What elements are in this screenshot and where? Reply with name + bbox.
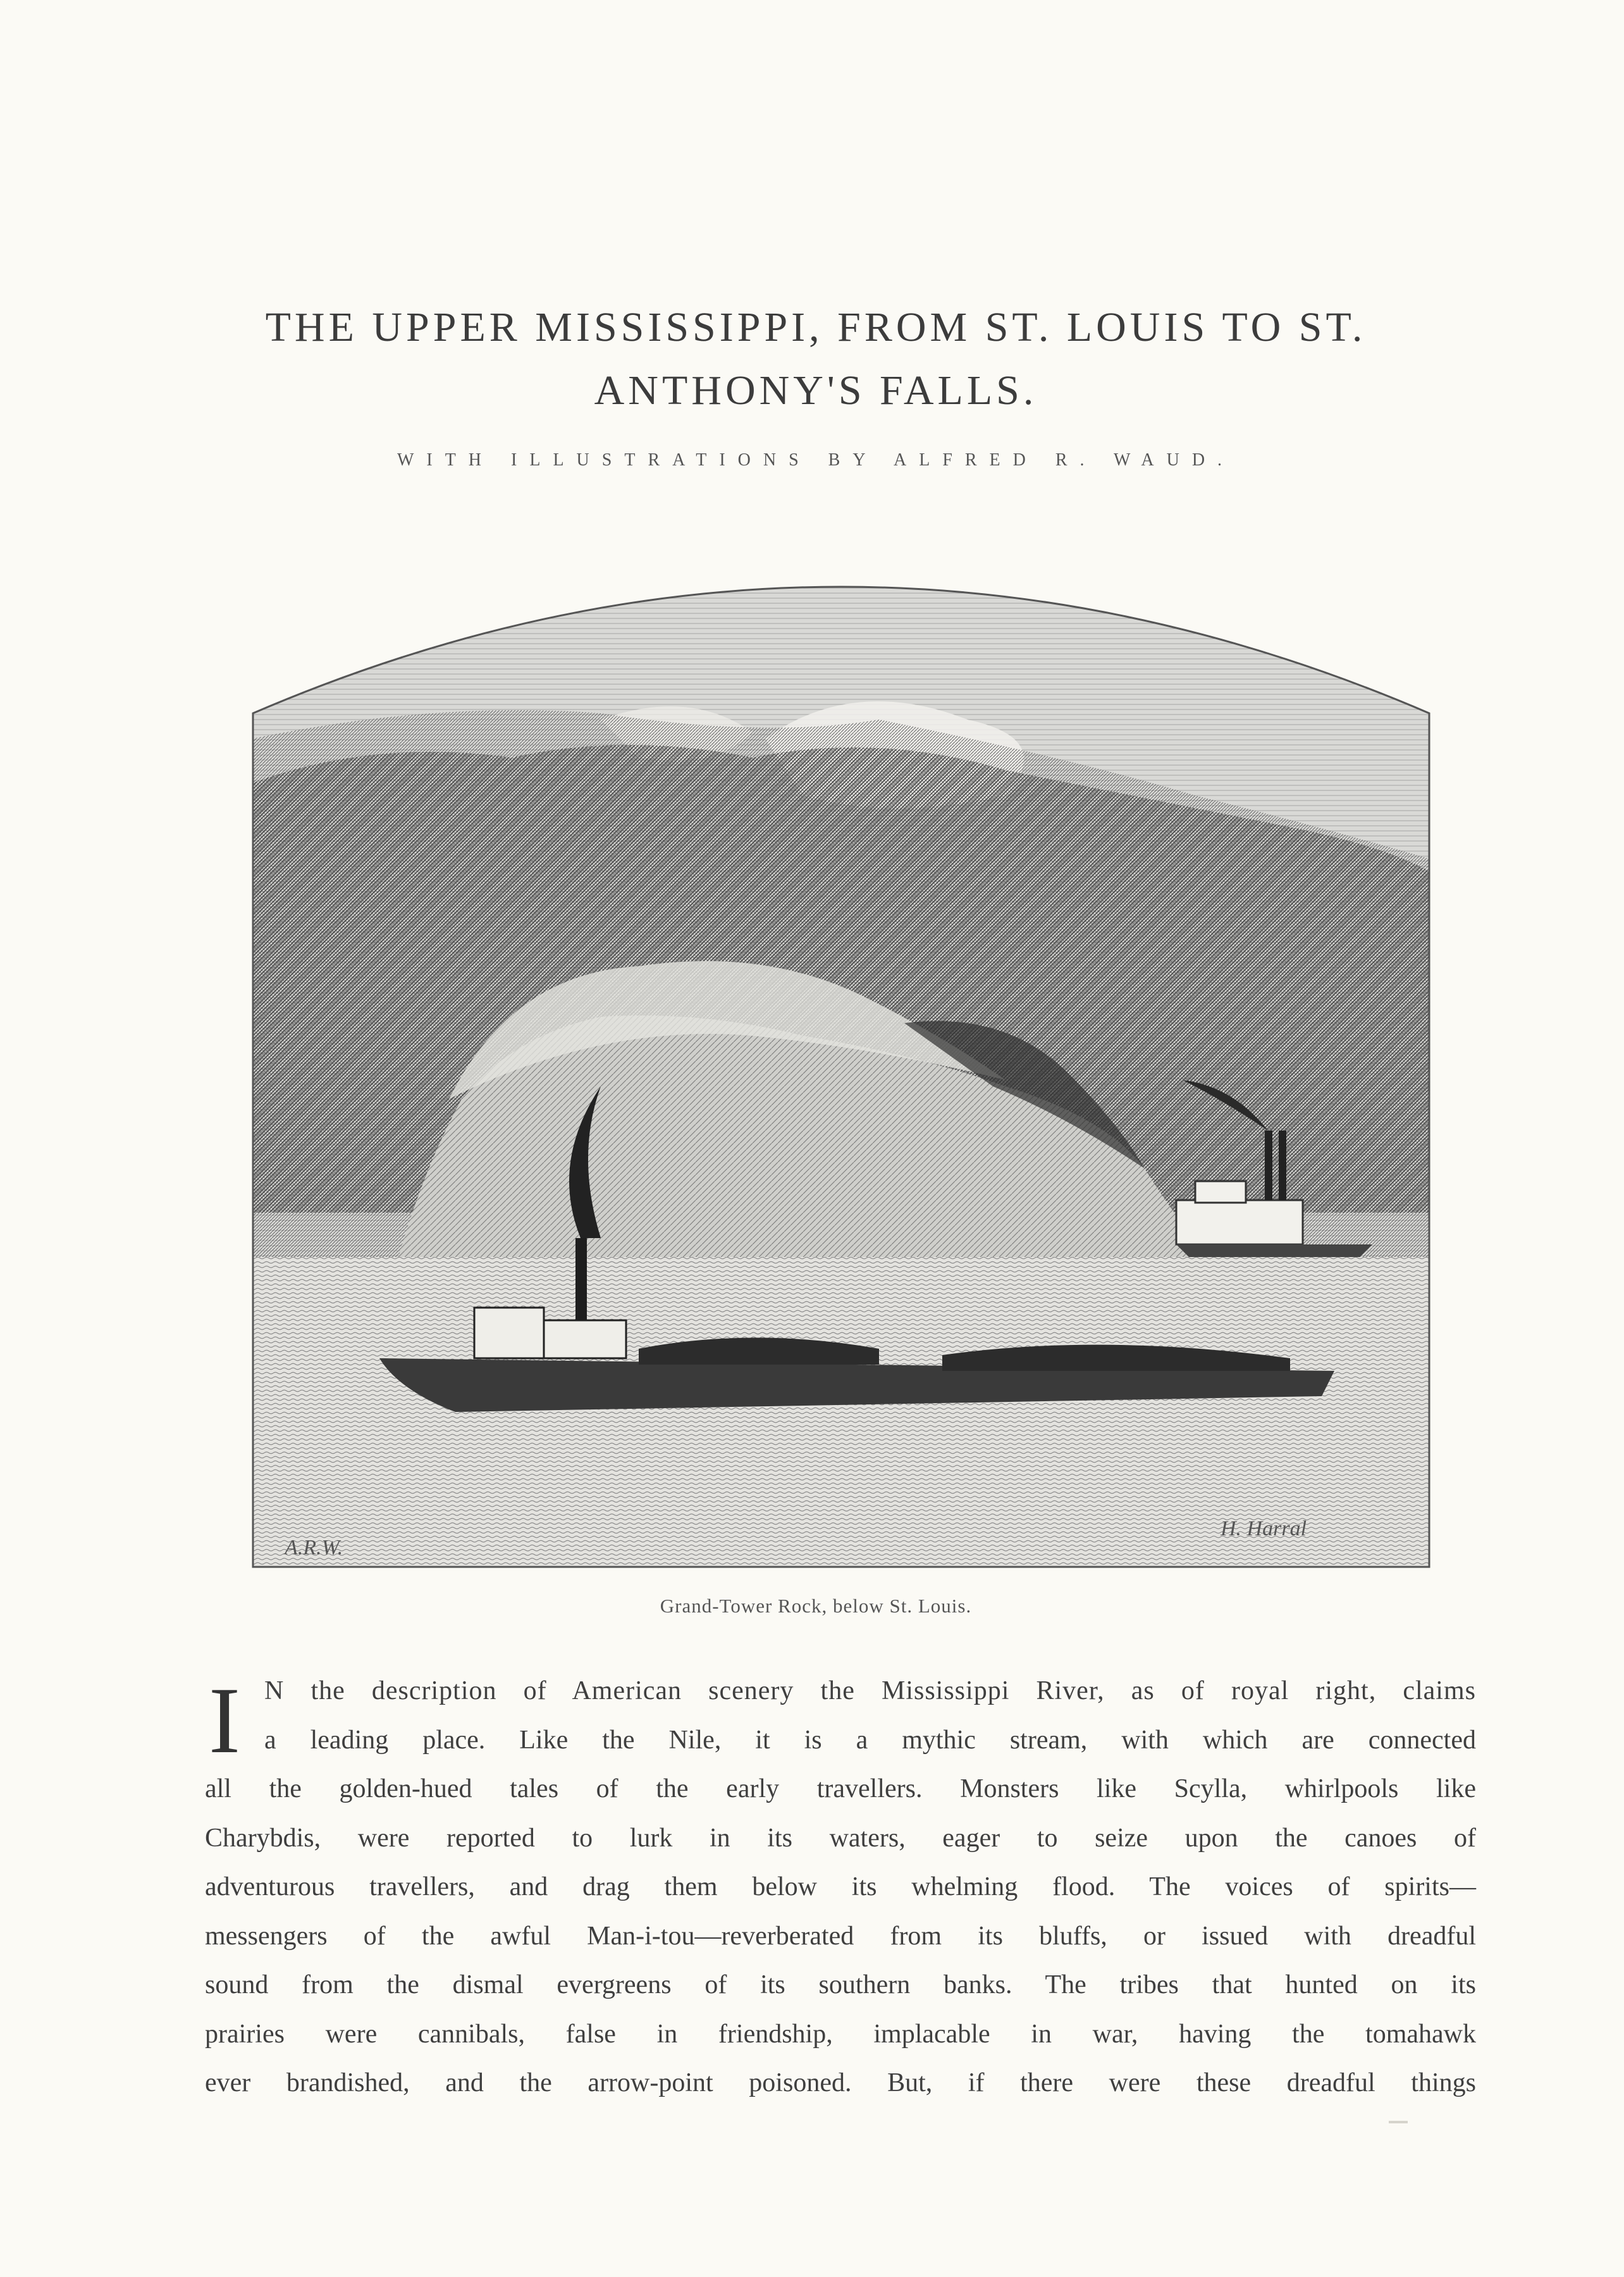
- title-line-2: ANTHONY'S FALLS.: [594, 367, 1038, 414]
- paragraph-line: messengers of the awful Man-i-tou—reverberated from its bluffs, or issued with dreadful: [205, 1921, 1476, 1951]
- paragraph-line: prairies were cannibals, false in friendship, implacable in war, having the tomahawk: [205, 2019, 1476, 2049]
- title-line-1: THE UPPER MISSISSIPPI, FROM ST. LOUIS TO ST.: [265, 304, 1367, 350]
- catchword-mark: [1389, 2121, 1408, 2123]
- drop-cap: I: [209, 1668, 240, 1773]
- illustrator-credit: WITH ILLUSTRATIONS BY ALFRED R. WAUD.: [397, 450, 1235, 470]
- engraver-signature-left: A.R.W.: [285, 1536, 343, 1559]
- engraving-grand-tower-rock: [247, 530, 1436, 1573]
- paragraph-line: N the description of American scenery the Mississippi River, as of royal right, claims: [264, 1676, 1476, 1705]
- illustration-caption: Grand-Tower Rock, below St. Louis.: [660, 1595, 972, 1617]
- paragraph-line: all the golden-hued tales of the early travellers. Monsters like Scylla, whirlpools like: [205, 1774, 1476, 1803]
- paragraph-line: Charybdis, were reported to lurk in its waters, eager to seize upon the canoes of: [205, 1823, 1476, 1853]
- paragraph-line: ever brandished, and the arrow-point poisoned. But, if there were these dreadful things: [205, 2068, 1476, 2097]
- paragraph-line: sound from the dismal evergreens of its southern banks. The tribes that hunted on its: [205, 1970, 1476, 1999]
- paragraph-line: a leading place. Like the Nile, it is a mythic stream, with which are connected: [264, 1725, 1476, 1755]
- engraver-signature-right: H. Harral: [1221, 1517, 1307, 1540]
- page-title: [190, 296, 1442, 422]
- paragraph-line: adventurous travellers, and drag them below its whelming flood. The voices of spirits—: [205, 1872, 1476, 1901]
- body-paragraph: [205, 1667, 1476, 2108]
